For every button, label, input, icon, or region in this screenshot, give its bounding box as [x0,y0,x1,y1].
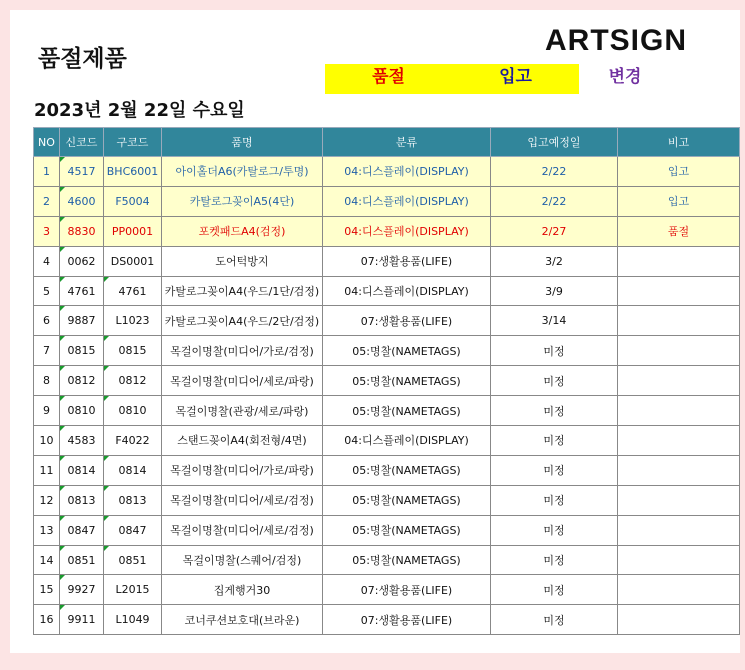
table-row[interactable] [34,455,740,485]
cell-new-code[interactable]: 0814 [60,455,104,485]
cell-restock-date[interactable]: 3/9 [491,276,618,306]
cell-no[interactable]: 13 [34,515,60,545]
cell-category[interactable]: 07:생활용품(LIFE) [323,306,491,336]
table-row[interactable] [34,306,740,336]
status-legend [325,64,671,94]
cell-old-code[interactable]: L1049 [104,605,162,635]
cell-no[interactable]: 6 [34,306,60,336]
cell-new-code[interactable]: 4517 [60,157,104,187]
cell-old-code[interactable]: DS0001 [104,246,162,276]
cell-note[interactable] [618,336,740,366]
cell-category[interactable]: 04:디스플레이(DISPLAY) [323,157,491,187]
cell-note[interactable]: 입고 [618,157,740,187]
cell-product-name[interactable]: 목걸이명찰(미디어/세로/검정) [162,485,323,515]
cell-product-name[interactable]: 목걸이명찰(미디어/가로/파랑) [162,455,323,485]
cell-no[interactable]: 16 [34,605,60,635]
cell-old-code[interactable]: 0814 [104,455,162,485]
table-row[interactable] [34,515,740,545]
cell-no[interactable]: 12 [34,485,60,515]
cell-note[interactable] [618,426,740,456]
cell-product-name[interactable]: 목걸이명찰(스퀘어/검정) [162,545,323,575]
cell-category[interactable]: 05:명찰(NAMETAGS) [323,396,491,426]
cell-note[interactable] [618,545,740,575]
cell-old-code[interactable]: L1023 [104,306,162,336]
cell-product-name[interactable]: 목걸이명찰(미디어/세로/파랑) [162,366,323,396]
col-note[interactable]: 비고 [618,128,740,157]
cell-category[interactable]: 07:생활용품(LIFE) [323,246,491,276]
cell-category[interactable]: 05:명찰(NAMETAGS) [323,366,491,396]
cell-category[interactable]: 05:명찰(NAMETAGS) [323,485,491,515]
cell-old-code[interactable]: 4761 [104,276,162,306]
table-row[interactable] [34,366,740,396]
cell-category[interactable]: 07:생활용품(LIFE) [323,575,491,605]
cell-restock-date[interactable]: 미정 [491,426,618,456]
sheet [10,10,740,653]
cell-new-code[interactable]: 0813 [60,485,104,515]
cell-old-code[interactable]: 0813 [104,485,162,515]
cell-old-code[interactable]: PP0001 [104,216,162,246]
cell-product-name[interactable]: 카탈로그꽂이A4(우드/1단/검정) [162,276,323,306]
cell-restock-date[interactable]: 미정 [491,545,618,575]
table-row[interactable] [34,575,740,605]
table-row[interactable] [34,336,740,366]
table-row[interactable] [34,216,740,246]
cell-restock-date[interactable]: 미정 [491,605,618,635]
cell-category[interactable]: 05:명찰(NAMETAGS) [323,515,491,545]
cell-restock-date[interactable]: 3/14 [491,306,618,336]
cell-restock-date[interactable]: 2/22 [491,186,618,216]
cell-product-name[interactable]: 도어턱방지 [162,246,323,276]
table-row[interactable] [34,157,740,187]
cell-category[interactable]: 04:디스플레이(DISPLAY) [323,426,491,456]
cell-product-name[interactable]: 아이홀더A6(카탈로그/투명) [162,157,323,187]
cell-new-code[interactable]: 8830 [60,216,104,246]
table-row[interactable] [34,186,740,216]
soldout-table [33,127,740,635]
cell-note[interactable]: 입고 [618,186,740,216]
cell-no[interactable]: 11 [34,455,60,485]
cell-note[interactable]: 품절 [618,216,740,246]
cell-restock-date[interactable]: 미정 [491,575,618,605]
cell-old-code[interactable]: 0815 [104,336,162,366]
col-restock-date[interactable]: 입고예정일 [491,128,618,157]
table-row[interactable] [34,396,740,426]
cell-no[interactable]: 3 [34,216,60,246]
cell-product-name[interactable]: 코너쿠션보호대(브라운) [162,605,323,635]
page-title: 품절제품 [38,46,127,72]
cell-note[interactable] [618,246,740,276]
col-no[interactable]: NO [34,128,60,157]
cell-old-code[interactable]: 0847 [104,515,162,545]
cell-note[interactable] [618,455,740,485]
col-old-code[interactable]: 구코드 [104,128,162,157]
cell-restock-date[interactable]: 미정 [491,485,618,515]
col-new-code[interactable]: 신코드 [60,128,104,157]
cell-note[interactable] [618,396,740,426]
cell-no[interactable]: 1 [34,157,60,187]
cell-product-name[interactable]: 목걸이명찰(관광/세로/파랑) [162,396,323,426]
cell-note[interactable] [618,575,740,605]
table-header [34,128,740,157]
cell-new-code[interactable]: 4600 [60,186,104,216]
cell-new-code[interactable]: 4583 [60,426,104,456]
cell-new-code[interactable]: 4761 [60,276,104,306]
col-product-name[interactable]: 품명 [162,128,323,157]
cell-new-code[interactable]: 0062 [60,246,104,276]
cell-no[interactable]: 5 [34,276,60,306]
cell-category[interactable]: 04:디스플레이(DISPLAY) [323,186,491,216]
legend-restock: 입고 [452,64,579,94]
cell-new-code[interactable]: 9911 [60,605,104,635]
cell-note[interactable] [618,485,740,515]
cell-no[interactable]: 4 [34,246,60,276]
cell-product-name[interactable]: 목걸이명찰(미디어/세로/검정) [162,515,323,545]
cell-no[interactable]: 15 [34,575,60,605]
cell-no[interactable]: 10 [34,426,60,456]
cell-new-code[interactable]: 0815 [60,336,104,366]
cell-restock-date[interactable]: 미정 [491,366,618,396]
cell-category[interactable]: 05:명찰(NAMETAGS) [323,455,491,485]
cell-product-name[interactable]: 카탈로그꽂이A5(4단) [162,186,323,216]
cell-no[interactable]: 2 [34,186,60,216]
cell-old-code[interactable]: F5004 [104,186,162,216]
cell-note[interactable] [618,306,740,336]
cell-restock-date[interactable]: 미정 [491,455,618,485]
cell-category[interactable]: 07:생활용품(LIFE) [323,605,491,635]
table-row[interactable] [34,426,740,456]
cell-new-code[interactable]: 0810 [60,396,104,426]
cell-restock-date[interactable]: 2/27 [491,216,618,246]
cell-no[interactable]: 7 [34,336,60,366]
cell-category[interactable]: 04:디스플레이(DISPLAY) [323,216,491,246]
table-row[interactable] [34,246,740,276]
cell-old-code[interactable]: L2015 [104,575,162,605]
table-row[interactable] [34,276,740,306]
cell-category[interactable]: 04:디스플레이(DISPLAY) [323,276,491,306]
cell-no[interactable]: 9 [34,396,60,426]
cell-note[interactable] [618,366,740,396]
cell-restock-date[interactable]: 미정 [491,515,618,545]
cell-category[interactable]: 05:명찰(NAMETAGS) [323,545,491,575]
brand-logo: ARTSIGN [545,24,687,57]
cell-product-name[interactable]: 스탠드꽂이A4(회전형/4면) [162,426,323,456]
cell-product-name[interactable]: 포켓패드A4(검정) [162,216,323,246]
cell-new-code[interactable]: 9887 [60,306,104,336]
cell-new-code[interactable]: 0812 [60,366,104,396]
cell-new-code[interactable]: 0847 [60,515,104,545]
cell-no[interactable]: 8 [34,366,60,396]
table-row[interactable] [34,545,740,575]
cell-new-code[interactable]: 0851 [60,545,104,575]
table-row[interactable] [34,485,740,515]
cell-old-code[interactable]: 0851 [104,545,162,575]
cell-new-code[interactable]: 9927 [60,575,104,605]
legend-soldout: 품절 [325,64,452,94]
legend-change: 변경 [579,64,671,94]
cell-old-code[interactable]: F4022 [104,426,162,456]
cell-restock-date[interactable]: 미정 [491,396,618,426]
cell-restock-date[interactable]: 미정 [491,336,618,366]
cell-restock-date[interactable]: 2/22 [491,157,618,187]
cell-product-name[interactable]: 목걸이명찰(미디어/가로/검정) [162,336,323,366]
cell-note[interactable] [618,515,740,545]
cell-product-name[interactable]: 카탈로그꽂이A4(우드/2단/검정) [162,306,323,336]
cell-product-name[interactable]: 집게행거30 [162,575,323,605]
cell-note[interactable] [618,276,740,306]
cell-restock-date[interactable]: 3/2 [491,246,618,276]
cell-category[interactable]: 05:명찰(NAMETAGS) [323,336,491,366]
table-row[interactable] [34,605,740,635]
cell-old-code[interactable]: 0812 [104,366,162,396]
cell-old-code[interactable]: 0810 [104,396,162,426]
cell-old-code[interactable]: BHC6001 [104,157,162,187]
report-date: 2023년 2월 22일 수요일 [34,100,245,121]
cell-no[interactable]: 14 [34,545,60,575]
cell-note[interactable] [618,605,740,635]
col-category[interactable]: 분류 [323,128,491,157]
